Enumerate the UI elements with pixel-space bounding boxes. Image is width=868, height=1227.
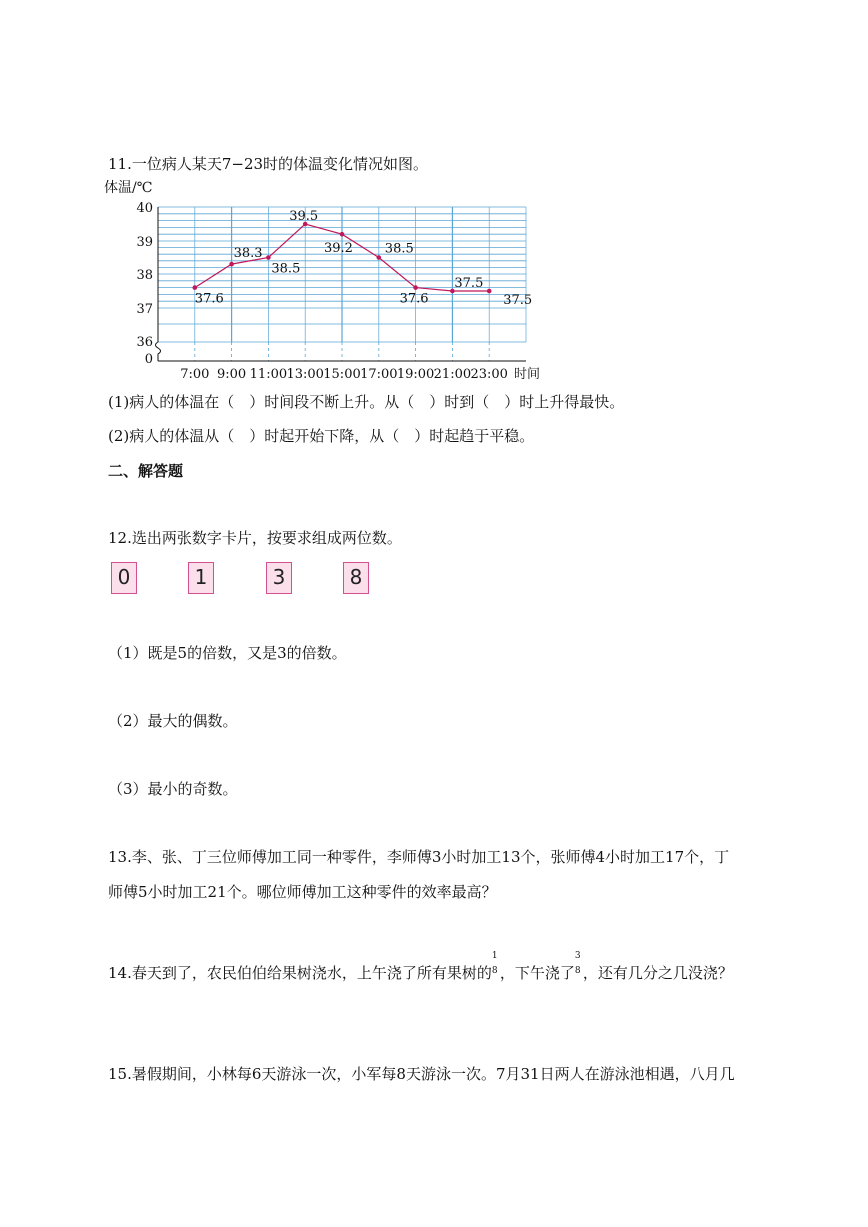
temperature-line-chart: [104, 178, 564, 388]
fraction-one-eighth: [491, 951, 500, 983]
q14-part1: 14.春天到了，农民伯伯给果树浇水，上午浇了所有果树的: [108, 964, 492, 982]
data-point: [487, 289, 492, 294]
x-tick-label: 19:00: [396, 367, 435, 382]
section-title: 二、解答题: [108, 462, 184, 480]
data-label: 37.6: [194, 291, 224, 307]
data-point: [193, 285, 198, 290]
x-tick-label: 9:00: [216, 367, 247, 382]
data-label: 37.5: [503, 293, 533, 308]
digit-card-0: 0: [111, 562, 137, 594]
y-tick-label: 36: [136, 335, 153, 350]
digit-card-1: 1: [188, 562, 214, 594]
q12-sub1: （1）既是5的倍数，又是3的倍数。: [108, 644, 347, 662]
y-tick-label: 0: [144, 352, 153, 367]
x-tick-label: 13:00: [286, 367, 324, 382]
chart-labels: [195, 209, 532, 308]
data-label: 38.5: [384, 241, 414, 257]
q12-sub2: （2）最大的偶数。: [108, 712, 238, 730]
y-axis-title: 体温/℃: [104, 180, 153, 196]
fraction-denominator: 8: [491, 966, 498, 976]
data-point: [340, 232, 345, 237]
data-label: 39.5: [289, 209, 319, 224]
digit-card-8: 8: [343, 562, 369, 594]
q13-line1: 13.李、张、丁三位师傅加工同一种零件，李师傅3小时加工13个，张师傅4小时加工17个，丁: [108, 848, 730, 866]
data-point: [377, 255, 382, 260]
data-label: 39.2: [324, 241, 353, 257]
data-point: [229, 262, 234, 267]
fraction-numerator: 3: [574, 951, 581, 961]
q14-part3: ，还有几分之几没浇？: [582, 964, 733, 982]
fraction-three-eighths: [574, 951, 583, 983]
x-tick-label: 17:00: [360, 367, 398, 382]
x-tick-label: 11:00: [249, 367, 288, 382]
q12-title: 12.选出两张数字卡片，按要求组成两位数。: [108, 529, 402, 547]
fraction-denominator: 8: [574, 966, 581, 976]
q14-text: [108, 951, 733, 983]
temperature-chart: [104, 178, 564, 388]
data-point: [413, 285, 418, 290]
x-axis-title: 时间: [514, 367, 541, 382]
data-point: [266, 255, 271, 260]
q13-line2: 师傅5小时加工21个。哪位师傅加工这种零件的效率最高？: [108, 883, 497, 901]
q11-sub2: (2)病人的体温从（ ）时起开始下降，从（ ）时起趋于平稳。: [108, 427, 535, 445]
data-label: 37.5: [454, 276, 484, 291]
data-label: 37.6: [399, 291, 429, 307]
q11-title: 11.一位病人某天7−23时的体温变化情况如图。: [108, 155, 429, 173]
x-tick-label: 7:00: [180, 367, 210, 382]
y-tick-label: 37: [136, 302, 153, 317]
q14-part2: ，下午浇了: [499, 964, 575, 982]
x-tick-label: 23:00: [470, 367, 508, 382]
x-tick-label: 15:00: [323, 367, 361, 382]
x-tick-label: 21:00: [433, 367, 472, 382]
fraction-numerator: 1: [491, 951, 498, 961]
q12-sub3: （3）最小的奇数。: [108, 780, 238, 798]
q15-line1: 15.暑假期间，小林每6天游泳一次，小军每8天游泳一次。7月31日两人在游泳池相遇，八月几: [108, 1065, 735, 1083]
q11-sub1: (1)病人的体温在（ ）时间段不断上升。从（ ）时到（ ）时上升得最快。: [108, 393, 625, 411]
y-tick-label: 39: [136, 235, 153, 250]
data-label: 38.3: [233, 246, 263, 262]
axis-break-icon: [156, 342, 161, 361]
y-tick-label: 38: [136, 268, 153, 283]
data-label: 38.5: [271, 261, 301, 277]
digit-card-3: 3: [266, 562, 292, 594]
y-tick-label: 40: [136, 201, 153, 216]
